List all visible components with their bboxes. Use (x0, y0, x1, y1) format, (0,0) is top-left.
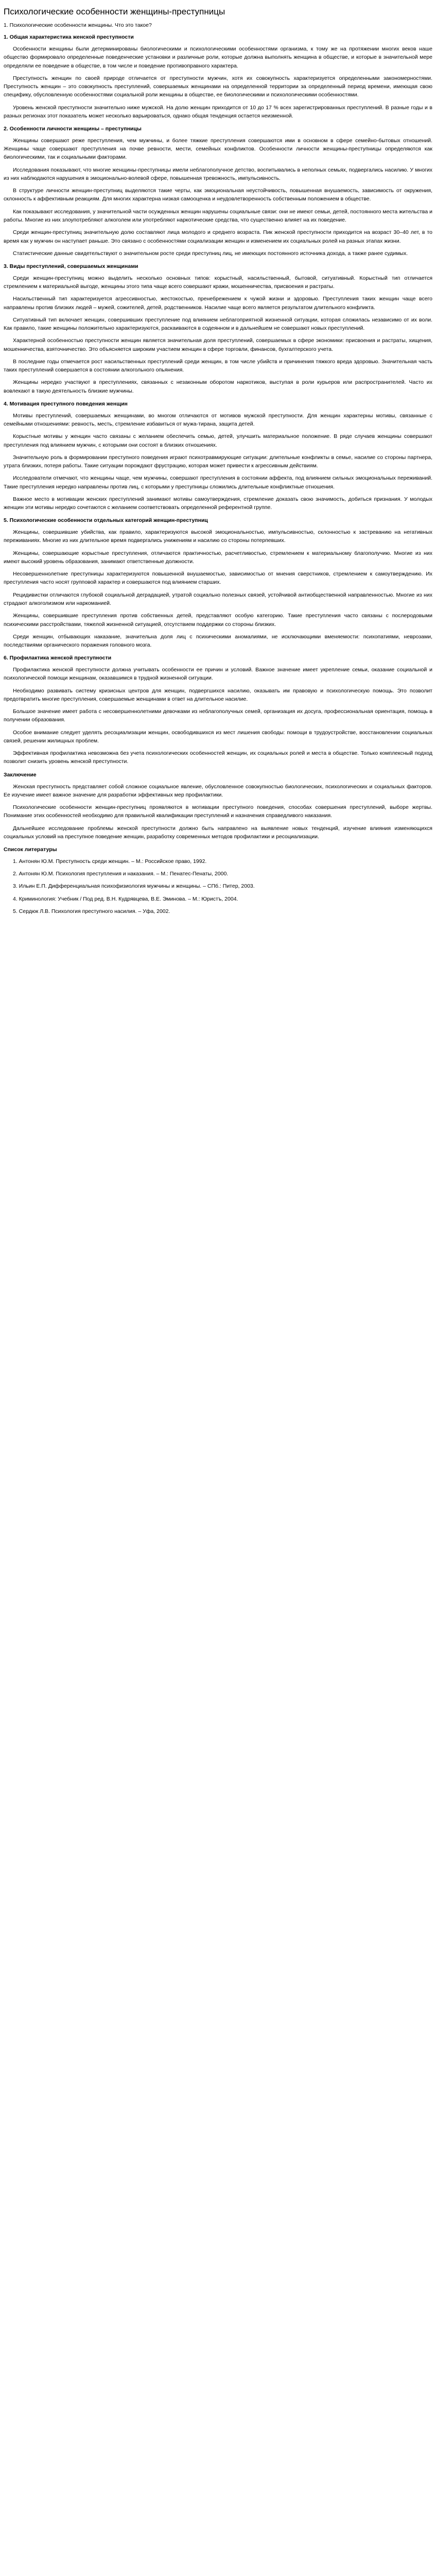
section-paragraph: Значительную роль в формировании преступного поведения играют психотравмирующие ситуации: длительные конфликты в семье, насилие со стороны партнера, утрата близких, потеря работы. Такие ситуации порождают фрустрацию, которая может привести к агрессивным действиям. (4, 454, 432, 469)
section-paragraph: Ситуативный тип включает женщин, совершивших преступление под влиянием неблагоприятной жизненной ситуации, которая сложилась независимо от их воли. Как правило, такие женщины положительно характеризуются, раскаиваются в содеянном и в дальнейшем не совершают новых преступлений. (4, 316, 432, 332)
section-paragraph: Преступность женщин по своей природе отличается от преступности мужчин, хотя их совокупность характеризуется определенными закономерностями. Преступность женщин – это совокупность преступлений, совершаемых женщинами на определенной территории за определенный период времени, имеющая свою специфику, обусловленную особенностями социальной роли женщины в обществе, ее биологическими и психологическими особенностями. (4, 75, 432, 98)
section-paragraph: Мотивы преступлений, совершаемых женщинами, во многом отличаются от мотивов мужской преступности. Для женщин характерны мотивы, связанные с семейными отношениями: ревность, месть, стремление избавиться от мужа-тирана, защита детей. (4, 412, 432, 428)
section-paragraph: Среди женщин-преступниц значительную долю составляют лица молодого и среднего возраста. Пик женской преступности приходится на возраст 30–40 лет, в то время как у мужчин он наступает раньше. Это связано с особенностями социализации женщин и изменением их социальных ролей на разных этапах жизни. (4, 229, 432, 244)
section-paragraph: Женщины совершают реже преступления, чем мужчины, и более тяжкие преступления совершаются ими в основном в сфере семейно-бытовых отношений. Женщины чаще совершают преступления на почве ревности, мести, семейных конфликтов. Особенности личности женщины-преступницы определяются как биологическими, так и социальными факторами. (4, 137, 432, 161)
section-paragraph: Среди женщин-преступниц можно выделить несколько основных типов: корыстный, насильственный, бытовой, ситуативный. Корыстный тип отличается стремлением к материальной выгоде, женщины этого типа чаще всего совершают кражи, мошенничества, присвоения и растраты. (4, 275, 432, 290)
section-paragraph: 4. Криминология: Учебник / Под ред. В.Н. Кудрявцева, В.Е. Эминова. – М.: Юристъ, 2004. (13, 895, 238, 902)
document-section (4, 400, 432, 512)
section-paragraph: Исследователи отмечают, что женщины чаще, чем мужчины, совершают преступления в состоянии аффекта, под влиянием сильных эмоциональных переживаний. Такие преступления нередко направлены против лиц, с которыми у преступницы сложились длительные конфликтные отношения. (4, 475, 432, 490)
section-paragraph: Необходимо развивать систему кризисных центров для женщин, подвергшихся насилию, оказывать им правовую и психологическую помощь. Это позволит предотвратить многие преступления, совершаемые женщинами в ответ на длительное насилие. (4, 687, 432, 702)
section-paragraph: Как показывают исследования, у значительной части осужденных женщин нарушены социальные связи: они не имеют семьи, детей, постоянного места жительства и работы. Многие из них злоупотребляют алкоголем или употребляют наркотические средства, что существенно влияет на их поведение. (4, 208, 432, 223)
section-heading: 5. Психологические особенности отдельных категорий женщин-преступниц (4, 517, 208, 524)
section-paragraph: Женщины, совершившие преступления против собственных детей, представляют особую категорию. Такие преступления часто связаны с послеродовыми психическими расстройствами, тяжелой жизненной ситуацией, отсутствием поддержки со стороны близких. (4, 613, 432, 628)
document-section (4, 517, 432, 649)
section-paragraph: Женщины, совершившие убийства, как правило, характеризуются высокой эмоциональностью, импульсивностью, склонностью к застреванию на негативных переживаниях. Многие из них длительное время подвергались унижениям и насилию со стороны потерпевших. (4, 529, 432, 544)
section-paragraph: Характерной особенностью преступности женщин является значительная доля преступлений, совершаемых в сфере экономики: присвоения и растраты, хищения, мошенничества, взяточничество. Это объясняется широким участием женщин в сфере торговли, финансов, бухгалтерского учета. (4, 337, 432, 352)
document-section (4, 846, 432, 916)
section-paragraph: Особое внимание следует уделять ресоциализации женщин, освободившихся из мест лишения свободы: помощи в трудоустройстве, восстановлении социальных связей, решении жилищных проблем. (4, 729, 432, 744)
document-intro-line: 1. Психологические особенности женщины. Что это такое? (4, 22, 152, 29)
document-section (4, 771, 432, 841)
section-paragraph: В структуре личности женщин-преступниц выделяются такие черты, как эмоциональная неустойчивость, повышенная внушаемость, зависимость от окружения, склонность к аффективным реакциям. Для многих характерна низкая самооценка и неудовлетворенность собственным положением в обществе. (4, 188, 432, 202)
document-section (4, 263, 432, 395)
section-paragraph: Женщины нередко участвуют в преступлениях, связанных с незаконным оборотом наркотиков, выступая в роли курьеров или распространителей. Часто их вовлекают в такую деятельность близкие мужчины. (4, 379, 432, 394)
section-paragraph: Среди женщин, отбывающих наказание, значительна доля лиц с психическими аномалиями, не исключающими вменяемости: психопатиями, неврозами, последствиями органического поражения головного мозга. (4, 633, 432, 649)
section-paragraph: Несовершеннолетние преступницы характеризуются повышенной внушаемостью, зависимостью от мнения сверстников, стремлением к самоутверждению. Их преступления часто носят групповой характер и совершаются под влиянием старших. (4, 571, 432, 586)
section-paragraph: 2. Антонян Ю.М. Психология преступления и наказания. – М.: Пенатес-Пенаты, 2000. (13, 871, 229, 877)
section-paragraph: Важное место в мотивации женских преступлений занимают мотивы самоутверждения, стремление доказать свою значимость, добиться признания. У молодых женщин эти мотивы нередко сочетаются с желанием соответствовать определенной референтной группе. (4, 496, 432, 511)
section-paragraph: В последние годы отмечается рост насильственных преступлений среди женщин, в том числе убийств и причинения тяжкого вреда здоровью. Значительная часть таких преступлений совершается в состоянии алкогольного опьянения. (4, 358, 432, 374)
document-section (4, 125, 432, 258)
section-paragraph: Особенности женщины были детерминированы биологическими и психологическими особенностями организма, к тому же на протяжении многих веков наше общество формировало определенные поведенческие установки и различные роли, которые должна выполнять женщина в обществе, и которые в значительной мере определяли ее поведение в обществе, в том числе и поведение противоправного характера. (4, 46, 432, 69)
document-title: Психологические особенности женщины-преступницы (4, 7, 225, 16)
section-heading: 6. Профилактика женской преступности (4, 655, 112, 662)
section-paragraph: Психологические особенности женщин-преступниц проявляются в мотивации преступного поведения, способах совершения преступлений, выборе жертвы. Понимание этих особенностей необходимо для правильной квалификации преступлений и назначения справедливого наказания. (4, 804, 432, 819)
section-paragraph: Эффективная профилактика невозможна без учета психологических особенностей женщин, их социальных ролей и места в обществе. Только комплексный подход позволит снизить уровень женской преступности. (4, 750, 432, 765)
section-paragraph: Дальнейшее исследование проблемы женской преступности должно быть направлено на выявление новых тенденций, изучение влияния изменяющихся социальных условий на преступное поведение женщин, разработку современных методов профилактики и ресоциализации. (4, 825, 432, 840)
document-page (0, 0, 436, 930)
section-heading: 4. Мотивация преступного поведения женщин (4, 401, 128, 407)
section-paragraph: Женщины, совершающие корыстные преступления, отличаются практичностью, расчетливостью, стремлением к материальному благополучию. Многие из них имеют высокий уровень образования, занимают ответственные должности. (4, 550, 432, 565)
section-paragraph: Женская преступность представляет собой сложное социальное явление, обусловленное совокупностью биологических, психологических и социальных факторов. Ее изучение имеет важное значение для разработки эффективных мер профилактики. (4, 783, 432, 798)
section-paragraph: Статистические данные свидетельствуют о значительном росте среди преступниц лиц, не имеющих постоянного источника дохода, а также ранее судимых. (13, 250, 408, 257)
document-section (4, 33, 432, 120)
section-paragraph: Насильственный тип характеризуется агрессивностью, жестокостью, пренебрежением к чужой жизни и здоровью. Преступления таких женщин чаще всего направлены против близких людей – мужей, сожителей, детей, родственников. Насилие чаще всего является результатом длительного конфликта. (4, 296, 432, 311)
section-paragraph: 1. Антонян Ю.М. Преступность среди женщин. – М.: Российское право, 1992. (13, 858, 207, 865)
section-paragraph: Профилактика женской преступности должна учитывать особенности ее причин и условий. Важное значение имеет укрепление семьи, оказание социальной и психологической помощи женщинам, оказавшимся в трудной жизненной ситуации. (4, 667, 432, 682)
section-heading: Список литературы (4, 846, 57, 853)
section-paragraph: Исследования показывают, что многие женщины-преступницы имели неблагополучное детство, воспитывались в неполных семьях, подвергались насилию. У многих из них наблюдаются нарушения в эмоционально-волевой сфере, повышенная тревожность, импульсивность. (4, 166, 432, 181)
section-paragraph: 5. Сердюк Л.В. Психология преступного насилия. – Уфа, 2002. (13, 908, 170, 914)
section-paragraph: Уровень женской преступности значительно ниже мужской. На долю женщин приходится от 10 до 17 % всех зарегистрированных преступлений. В разные годы и в разных регионах этот показатель может несколько варьироваться, однако общая тенденция остается неизменной. (4, 104, 432, 119)
section-paragraph: Корыстные мотивы у женщин часто связаны с желанием обеспечить семью, детей, улучшить материальное положение. В ряде случаев женщины совершают преступления под влиянием мужчин, с которыми они состоят в близких отношениях. (4, 433, 432, 448)
section-heading: Заключение (4, 771, 37, 778)
section-heading: 3. Виды преступлений, совершаемых женщинами (4, 263, 138, 270)
document-body (4, 33, 432, 916)
section-heading: 2. Особенности личности женщины – преступницы (4, 126, 142, 132)
section-heading: 1. Общая характеристика женской преступности (4, 34, 134, 41)
section-paragraph: Рецидивистки отличаются глубокой социальной деградацией, утратой социально полезных связей, устойчивой антиобщественной направленностью. Многие из них страдают алкоголизмом или наркоманией. (4, 591, 432, 607)
section-paragraph: Большое значение имеет работа с несовершеннолетними девочками из неблагополучных семей, организация их досуга, профессиональная ориентация, помощь в получении образования. (4, 708, 432, 723)
section-paragraph: 3. Ильин Е.П. Дифференциальная психофизиология мужчины и женщины. – СПб.: Питер, 2003. (13, 883, 255, 890)
document-section (4, 654, 432, 766)
